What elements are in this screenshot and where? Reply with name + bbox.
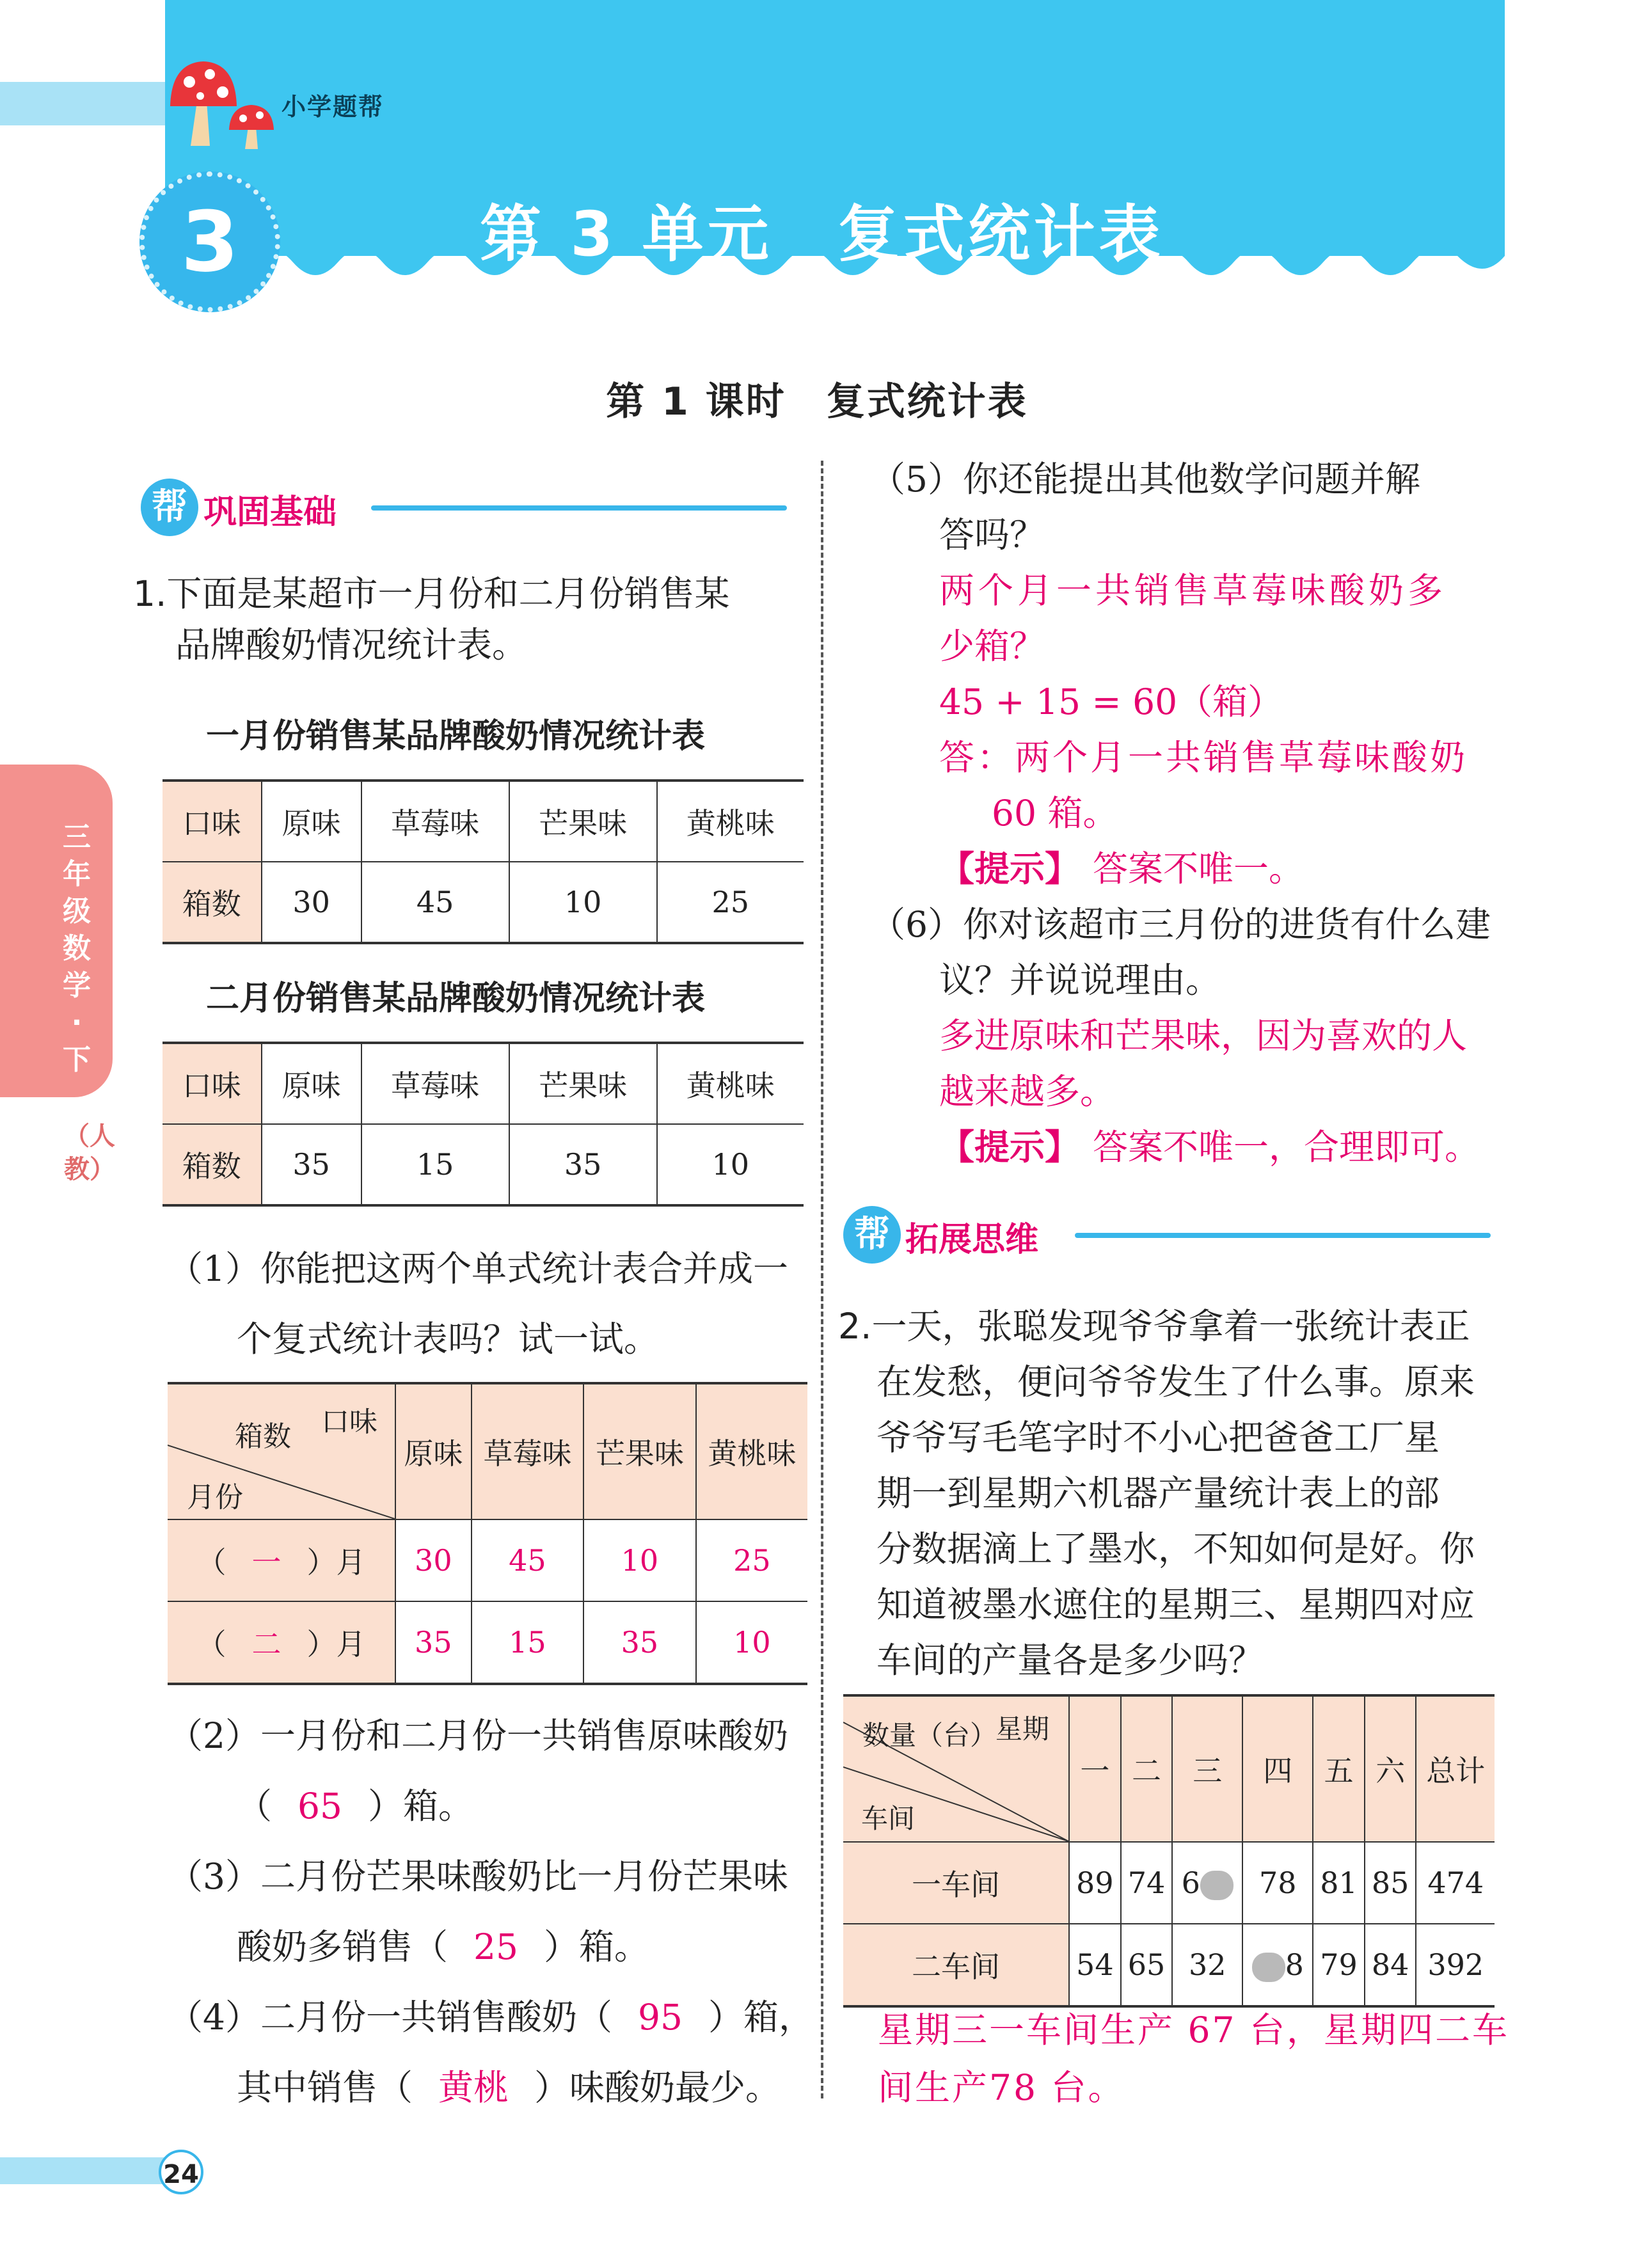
table2-cell: 35 [509, 1124, 657, 1205]
q1-sub3-post: ）箱。 [544, 1926, 650, 1967]
production-cell: 89 [1069, 1842, 1121, 1924]
table1 [163, 779, 804, 944]
q1-sub5-ans5: 60 箱。 [992, 793, 1118, 834]
q1-sub5-hint: 答案不唯一。 [1093, 848, 1305, 889]
q2-line: 一天，张聪发现爷爷拿着一张统计表正 [871, 1306, 1470, 1347]
combined-cell: 45 [472, 1519, 584, 1601]
q2-line: 车间的产量各是多少吗？ [876, 1640, 1264, 1681]
table2-header-cell: 芒果味 [509, 1043, 657, 1124]
production-col-header: 二 [1121, 1695, 1173, 1842]
combined-cell: 25 [696, 1519, 807, 1601]
q2-answer-line1: 星期三一车间生产 67 台，星期四二车 [878, 2010, 1509, 2050]
combined-cell: 30 [395, 1519, 472, 1601]
combined-table [168, 1382, 807, 1685]
table2-cell: 箱数 [163, 1124, 262, 1205]
table1-caption: 一月份销售某品牌酸奶情况统计表 [206, 717, 706, 756]
q2-line: 在发愁，便问爷爷发生了什么事。原来 [876, 1361, 1475, 1402]
production-cell-inked [1172, 1842, 1242, 1924]
q1-text [133, 568, 811, 670]
ink-blot-icon [1200, 1871, 1233, 1900]
table1-cell: 10 [509, 862, 657, 943]
q1-sub2-paren: （ [237, 1786, 273, 1827]
hint-tag: 【提示】 [939, 848, 1081, 889]
q1-sub3-answer: 25 [473, 1926, 519, 1967]
q2-answer-line2: 间生产78 台。 [878, 2067, 1125, 2108]
combined-cell: 35 [395, 1601, 472, 1684]
q1-sub5 [870, 452, 1510, 1175]
production-table [843, 1694, 1495, 2008]
table1-header-cell: 草莓味 [361, 781, 509, 862]
q1-line2: 品牌酸奶情况统计表。 [175, 624, 528, 665]
lesson-title: 第 1 课时 复式统计表 [606, 379, 1028, 424]
combined-row-label [168, 1601, 395, 1684]
q1-sub5-line2: 答吗？ [939, 514, 1045, 555]
section-rule [1075, 1233, 1491, 1238]
paren-close: ）月 [306, 1545, 366, 1580]
section-badge: 帮 [141, 479, 198, 536]
table2-cell: 15 [361, 1124, 509, 1205]
q2-text [838, 1299, 1516, 1688]
corner-top-label: 口味 [321, 1406, 377, 1438]
production-cell: 54 [1069, 1924, 1121, 2006]
q1-sub2-post: ）箱。 [368, 1786, 474, 1827]
table2 [163, 1042, 804, 1207]
table1-header-cell: 口味 [163, 781, 262, 862]
section-title-extend: 拓展思维 [905, 1221, 1039, 1259]
q1-sub5-ans3: 45 + 15 = 60（箱） [939, 681, 1283, 722]
production-cell: 81 [1313, 1842, 1365, 1924]
edition-label: （人教） [64, 1122, 115, 1184]
brand-name: 小学题帮 [282, 93, 385, 121]
production-cell: 85 [1365, 1842, 1416, 1924]
q2-line: 爷爷写毛笔字时不小心把爸爸工厂星 [876, 1417, 1440, 1458]
grade-label: 三年级数学·下 [63, 821, 91, 1076]
table2-cell: 10 [657, 1124, 804, 1205]
production-col-header: 六 [1365, 1695, 1416, 1842]
q2-line: 期一到星期六机器产量统计表上的部 [876, 1473, 1440, 1514]
production-cell: 74 [1121, 1842, 1173, 1924]
q1-sub5-ans1: 两个月一共销售草莓味酸奶多 [939, 570, 1447, 611]
q1-sub6-hint: 答案不唯一，合理即可。 [1093, 1127, 1480, 1168]
row1-answer: 一 [251, 1545, 282, 1580]
table1-header-cell: 黄桃味 [657, 781, 804, 862]
q1-number: 1. [133, 573, 167, 614]
production-cell: 78 [1242, 1842, 1313, 1924]
combined-cell: 15 [472, 1601, 584, 1684]
production-col-header: 五 [1313, 1695, 1365, 1842]
table1-cell: 30 [262, 862, 361, 943]
combined-col-header: 草莓味 [472, 1383, 584, 1519]
production-cell-visible-digit: 6 [1181, 1866, 1200, 1900]
row2-answer: 二 [251, 1627, 282, 1661]
column-divider [821, 461, 823, 2098]
ink-blot-icon [1252, 1953, 1285, 1982]
table1-cell: 45 [361, 862, 509, 943]
q2-line: 知道被墨水遮住的星期三、星期四对应 [876, 1584, 1475, 1625]
q1-sub2-line1: （2）一月份和二月份一共销售原味酸奶 [168, 1715, 788, 1756]
production-cell: 79 [1313, 1924, 1365, 2006]
q1-sub2-answer: 65 [297, 1786, 343, 1827]
q1-sub4-pre2: 其中销售（ [237, 2067, 413, 2108]
corner-bottom-label: 车间 [861, 1803, 916, 1834]
hint-tag: 【提示】 [939, 1127, 1081, 1168]
q1-sub5-ans2: 少箱？ [939, 626, 1045, 667]
q1-sub3-line1: （3）二月份芒果味酸奶比一月份芒果味 [168, 1856, 788, 1897]
combined-col-header: 芒果味 [583, 1383, 696, 1519]
unit-number: 3 [180, 193, 239, 290]
corner-top-label: 星期 [995, 1713, 1050, 1745]
combined-cell: 35 [583, 1601, 696, 1684]
production-col-header: 一 [1069, 1695, 1121, 1842]
combined-col-header: 原味 [395, 1383, 472, 1519]
q2-number: 2. [838, 1306, 872, 1347]
production-cell-inked [1242, 1924, 1313, 2006]
q1-sub6-ans2: 越来越多。 [939, 1071, 1116, 1112]
table1-cell: 箱数 [163, 862, 262, 943]
table1-cell: 25 [657, 862, 804, 943]
q1-sub3-pre: 酸奶多销售（ [237, 1926, 448, 1967]
table2-caption: 二月份销售某品牌酸奶情况统计表 [206, 979, 706, 1018]
combined-corner-cell [168, 1383, 395, 1519]
q1-sub6-ans1: 多进原味和芒果味，因为喜欢的人 [939, 1015, 1468, 1056]
paren-open: （ [196, 1545, 226, 1580]
page-number: 24 [159, 2150, 203, 2194]
corner-mid-label: 数量（台） [862, 1720, 997, 1751]
q1-sub4-mid: ）箱， [708, 1997, 814, 2038]
table2-header-cell: 黄桃味 [657, 1043, 804, 1124]
q1-sub4-post2: ）味酸奶最少。 [534, 2067, 781, 2108]
combined-cell: 10 [696, 1601, 807, 1684]
q1-sub2-4 [168, 1701, 814, 2123]
q1-line1: 下面是某超市一月份和二月份销售某 [166, 573, 730, 614]
q1-sub4-answer1: 95 [638, 1997, 683, 2038]
section-badge: 帮 [843, 1206, 901, 1264]
q1-sub1 [168, 1233, 814, 1374]
table1-header-cell: 芒果味 [509, 781, 657, 862]
production-cell-visible-digit: 8 [1285, 1947, 1304, 1982]
combined-row-label [168, 1519, 395, 1601]
production-cell: 392 [1416, 1924, 1495, 2006]
table2-header-cell: 原味 [262, 1043, 361, 1124]
mushroom-logo-icon [165, 56, 280, 152]
q1-sub5-ans4: 答：两个月一共销售草莓味酸奶 [939, 737, 1468, 778]
production-col-header: 三 [1172, 1695, 1242, 1842]
production-row-label: 二车间 [843, 1924, 1069, 2006]
combined-col-header: 黄桃味 [696, 1383, 807, 1519]
unit-title: 第 3 单元 复式统计表 [480, 198, 1164, 270]
q1-sub4-answer2: 黄桃 [438, 2067, 509, 2108]
production-col-header: 四 [1242, 1695, 1313, 1842]
q1-sub4-pre: （4）二月份一共销售酸奶（ [168, 1997, 612, 2038]
table2-header-cell: 口味 [163, 1043, 262, 1124]
table2-cell: 35 [262, 1124, 361, 1205]
q1-sub1-line1: （1）你能把这两个单式统计表合并成一 [168, 1248, 788, 1289]
section-rule [371, 505, 787, 511]
production-corner-cell [843, 1695, 1069, 1842]
q1-sub1-line2: 个复式统计表吗？试一试。 [237, 1319, 660, 1360]
corner-mid-label: 箱数 [235, 1420, 291, 1453]
paren-open: （ [196, 1627, 226, 1661]
corner-bottom-label: 月份 [187, 1481, 243, 1514]
combined-cell: 10 [583, 1519, 696, 1601]
paren-close: ）月 [306, 1627, 366, 1661]
production-cell: 474 [1416, 1842, 1495, 1924]
q1-sub6-line1: （6）你对该超市三月份的进货有什么建 [870, 904, 1491, 945]
production-cell: 65 [1121, 1924, 1173, 2006]
q2-line: 分数据滴上了墨水，不知如何是好。你 [876, 1528, 1475, 1569]
section-title-basic: 巩固基础 [203, 493, 337, 532]
table2-header-cell: 草莓味 [361, 1043, 509, 1124]
production-row-label: 一车间 [843, 1842, 1069, 1924]
q1-sub5-line1: （5）你还能提出其他数学问题并解 [870, 459, 1420, 500]
q2-answer [878, 2001, 1511, 2116]
q1-sub6-line2: 议？并说说理由。 [939, 960, 1221, 1001]
table1-header-cell: 原味 [262, 781, 361, 862]
production-cell: 84 [1365, 1924, 1416, 2006]
production-col-header: 总计 [1416, 1695, 1495, 1842]
production-cell: 32 [1172, 1924, 1242, 2006]
